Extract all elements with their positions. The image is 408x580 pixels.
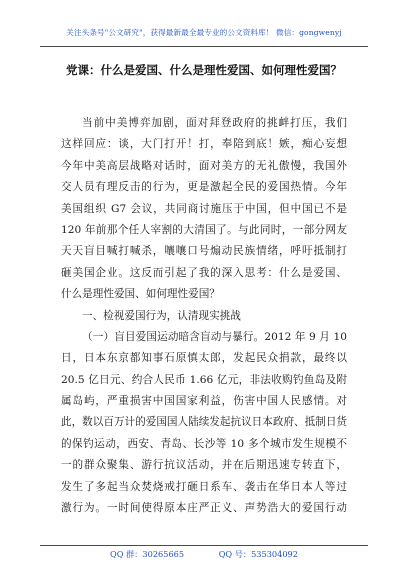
body-line: 美国组织 G7 会议，共同商讨施压于中国，但中国已不是 xyxy=(61,202,347,215)
body-line: 砸美国企业。这反而引起了我的深入思考：什么是爱国、 xyxy=(61,266,347,279)
document-title: 党课：什么是爱国、什么是理性爱国、如何理性爱国？ xyxy=(66,63,342,77)
body-line: 天天盲目喊打喊杀，嚷嚷口号煽动民族情绪，呼吁抵制打 xyxy=(61,245,347,258)
document-body xyxy=(61,113,347,519)
body-line: 日，日本东京都知事石原慎太郎，发起民众捐款，最终以 xyxy=(61,352,347,365)
body-line: 属岛屿，严重损害中国国家利益，伤害中国人民感情。对 xyxy=(61,395,347,408)
body-line: 发生了多起当众焚烧戒打砸日系车、袭击在华日本人等过 xyxy=(61,480,347,493)
footer-divider xyxy=(40,545,368,546)
body-line: 此，数以百万计的爱国国人陆续发起抗议日本政府、抵制日货 xyxy=(61,416,348,429)
header-banner: 关注头条号"公文研究"，获得最新最全最专业的公文资料库！ 微信：gongwenyj xyxy=(66,28,342,37)
body-line: 120 年前那个任人宰割的大清国了。与此同时，一部分网友 xyxy=(61,223,347,236)
footer-qq-number: QQ 号：535304092 xyxy=(218,549,298,559)
footer-qq-group: QQ 群：30265665 xyxy=(110,549,185,559)
body-line: 激行为。一时间使得原本庄严正义、声势浩大的爱国行动 xyxy=(61,502,347,515)
header-divider xyxy=(40,46,368,47)
body-line: （一）盲目爱国运动暗含盲动与暴行。2012 年 9 月 10 xyxy=(82,330,347,343)
section-heading: 一、检视爱国行为，认清现实挑战 xyxy=(82,309,241,322)
body-line: 这样回应：谈，大门打开！打，奉陪到底！嫉，痴心妄想 xyxy=(61,138,347,151)
body-line: 今年中美高层战略对话时，面对美方的无礼傲慢，我国外 xyxy=(61,159,347,172)
body-line: 交人员有理反击的行为，更是激起全民的爱国热情。今年 xyxy=(61,181,347,194)
body-line: 当前中美博弈加剧，面对拜登政府的挑衅打压，我们 xyxy=(82,117,347,129)
body-line: 什么是理性爱国、如何理性爱国？ xyxy=(61,288,220,301)
body-line: 的保钓运动，西安、青岛、长沙等 10 多个城市发生规模不 xyxy=(61,437,347,450)
body-line: 一的群众聚集、游行抗议活动，并在后期迅速专转直下， xyxy=(61,459,347,472)
footer xyxy=(0,549,408,560)
body-line: 20.5 亿日元、约合人民币 1.66 亿元，非法收购钓鱼岛及附 xyxy=(61,373,347,386)
